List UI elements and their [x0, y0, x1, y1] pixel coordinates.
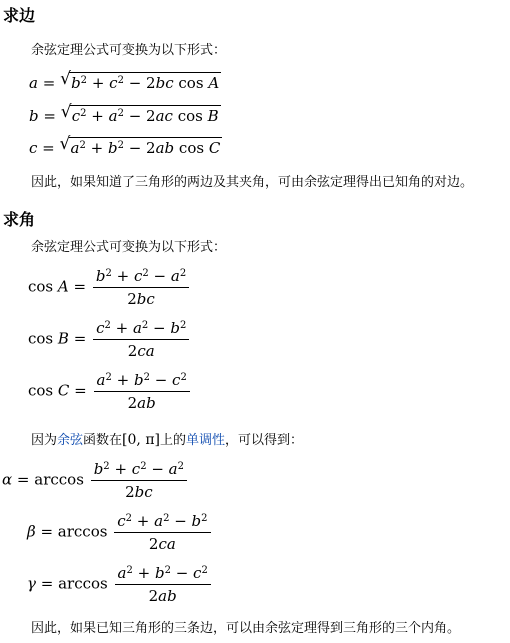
monotonicity-sentence — [31, 429, 303, 448]
monotonic-prefix-text: 因为 — [31, 433, 58, 448]
monotonic-on-text: 上的 — [159, 433, 186, 448]
sides-intro-text: 余弦定理公式可变换为以下形式： — [31, 43, 227, 58]
formula-alpha: α = arccos $\frac{b^2 + c^2 - a^2}{2bc}$ — [2, 461, 187, 500]
cosine-link[interactable]: 余弦 — [57, 433, 84, 448]
fraction: $\frac{a^2 + b^2 - c^2}{2ab}$ — [94, 372, 190, 411]
angles-conclusion-text: 因此，如果已知三角形的三条边，可以由余弦定理得到三角形的三个内角。 — [31, 621, 461, 636]
angles-intro-text: 余弦定理公式可变换为以下形式： — [31, 240, 227, 255]
formula-gamma: γ = arccos $\frac{a^2 + b^2 - c^2}{2ab}$ — [27, 565, 211, 604]
monotonicity-link[interactable]: 单调性 — [186, 433, 226, 448]
formula-cos-b: cos B = $\frac{c^2 + a^2 - b^2}{2ca}$ — [28, 320, 189, 359]
formula-cos-a: cos A = $\frac{b^2 + c^2 - a^2}{2bc}$ — [28, 268, 189, 307]
formula-cos-c: cos C = $\frac{a^2 + b^2 - c^2}{2ab}$ — [28, 372, 190, 411]
interval-text: [0, π] — [122, 432, 160, 448]
section-heading-sides: 求边 — [3, 6, 36, 25]
section-heading-angles: 求角 — [3, 210, 36, 229]
fraction: $\frac{b^2 + c^2 - a^2}{2bc}$ — [91, 461, 187, 500]
radical-sign: √ $c^2 + a^2 - 2ac$ cos B — [61, 105, 221, 125]
fraction: $\frac{c^2 + a^2 - b^2}{2ca}$ — [114, 513, 210, 552]
sides-conclusion-text: 因此，如果知道了三角形的两边及其夹角，可由余弦定理得出已知角的对边。 — [31, 175, 474, 190]
formula-side-c: c = √ $a^2 + b^2 - 2ab$ cos C — [29, 137, 222, 157]
formula-side-a: a = √ $b^2 + c^2 - 2bc$ cos A — [29, 72, 221, 92]
formula-beta: β = arccos $\frac{c^2 + a^2 - b^2}{2ca}$ — [27, 513, 211, 552]
fraction: $\frac{b^2 + c^2 - a^2}{2bc}$ — [93, 268, 189, 307]
radical-sign: √ $b^2 + c^2 - 2bc$ cos A — [60, 72, 221, 92]
formula-side-b: b = √ $c^2 + a^2 - 2ac$ cos B — [29, 105, 221, 125]
fraction: $\frac{a^2 + b^2 - c^2}{2ab}$ — [115, 565, 211, 604]
monotonic-middle-text: 函数在 — [83, 433, 123, 448]
monotonic-suffix-text: ，可以得到： — [225, 433, 304, 448]
radical-sign: √ $a^2 + b^2 - 2ab$ cos C — [60, 137, 223, 157]
fraction: $\frac{c^2 + a^2 - b^2}{2ca}$ — [93, 320, 189, 359]
